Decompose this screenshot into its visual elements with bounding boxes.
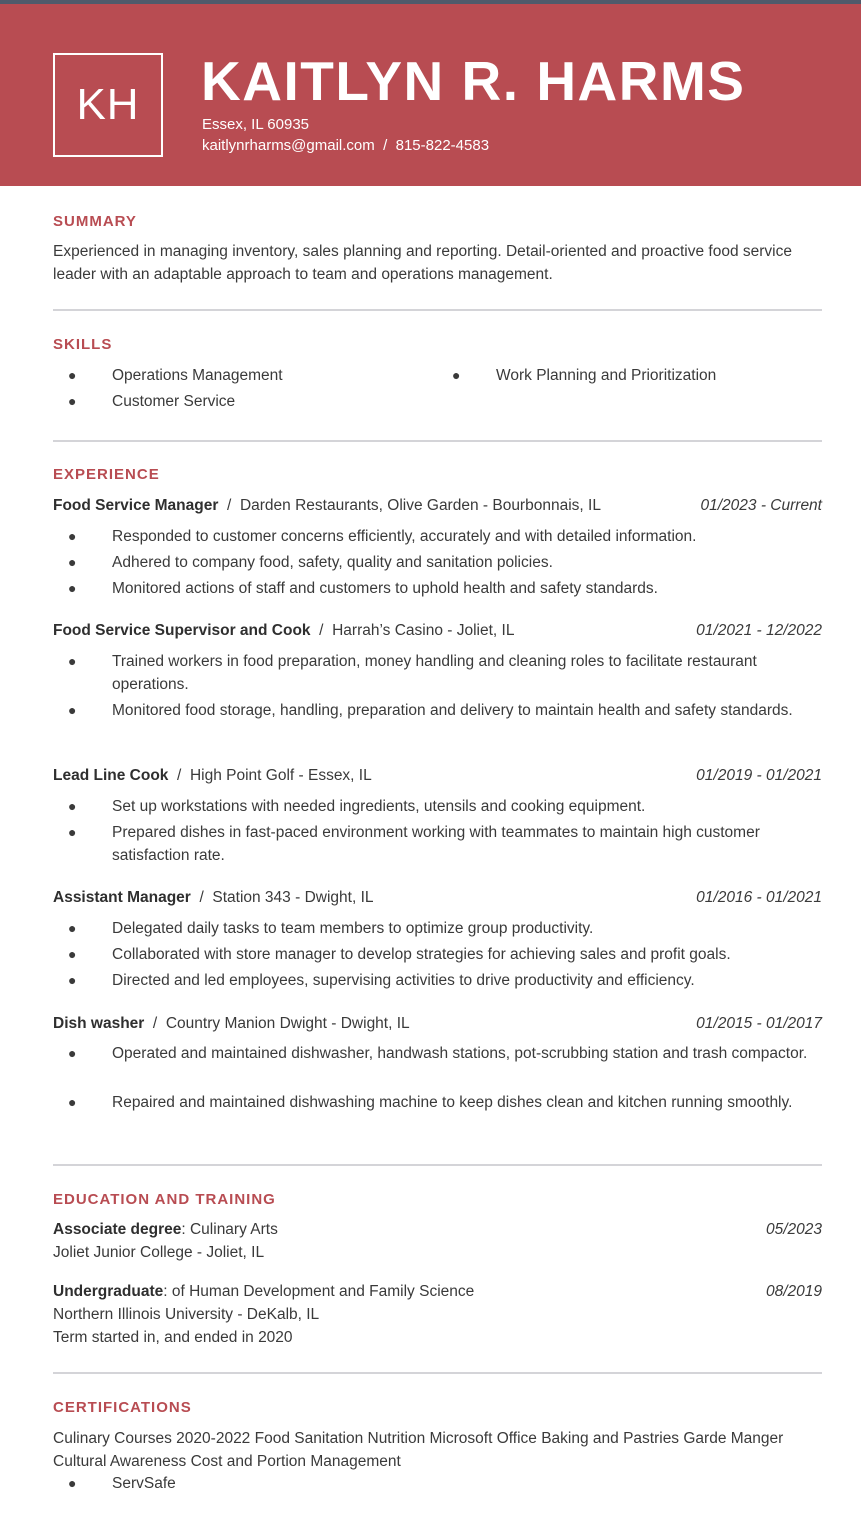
- job-title-line: Food Service Supervisor and Cook / Harrah’s Casino - Joliet, IL: [53, 622, 515, 639]
- education-degree: Undergraduate: [53, 1283, 164, 1300]
- education-degree-line: [53, 1218, 278, 1241]
- bullet-icon: ●: [68, 393, 77, 409]
- bullet-icon: ●: [68, 1094, 77, 1110]
- bullet-icon: ●: [68, 702, 77, 718]
- education-school: Joliet Junior College - Joliet, IL: [53, 1244, 265, 1261]
- initials-monogram: [53, 53, 163, 157]
- job-role: Food Service Supervisor and Cook: [53, 622, 311, 639]
- contact-email: kaitlynrharms@gmail.com: [202, 137, 375, 154]
- job-title-line: Assistant Manager / Station 343 - Dwight, IL: [53, 889, 374, 906]
- job-dates: 01/2023 - Current: [700, 497, 822, 514]
- bullet-icon: ●: [68, 1475, 77, 1491]
- certification-item: ServSafe: [112, 1475, 176, 1492]
- contact-location: Essex, IL 60935: [202, 116, 310, 133]
- job-title-line: Lead Line Cook / High Point Golf - Essex, IL: [53, 767, 372, 784]
- summary-text: Experienced in managing inventory, sales planning and reporting. Detail-oriented and proactive food service leader with an adaptable approach to team and operations management.: [53, 243, 792, 283]
- bullet-icon: ●: [68, 920, 77, 936]
- job-role: Food Service Manager: [53, 497, 219, 514]
- education-date: 05/2023: [765, 1221, 822, 1238]
- candidate-name: KAITLYN R. HARMS: [201, 50, 746, 112]
- contact-line: [202, 137, 489, 155]
- bullet-icon: ●: [68, 1045, 77, 1061]
- bullet-icon: ●: [68, 798, 77, 814]
- education-date: 08/2019: [765, 1283, 822, 1300]
- job-bullet: Collaborated with store manager to develop strategies for achieving sales and profit goals.: [112, 946, 731, 963]
- section-divider: [53, 440, 822, 442]
- initials-text: KH: [76, 80, 140, 129]
- bullet-icon: ●: [452, 367, 461, 383]
- education-note: Term started in, and ended in 2020: [53, 1329, 293, 1346]
- education-school: Northern Illinois University - DeKalb, IL: [53, 1306, 320, 1323]
- bullet-icon: ●: [68, 824, 77, 840]
- bullet-icon: ●: [68, 367, 77, 383]
- job-bullet: Responded to customer concerns efficiently, accurately and with detailed information.: [112, 528, 697, 545]
- job-bullet: Repaired and maintained dishwashing machine to keep dishes clean and kitchen running smoothly.: [112, 1094, 793, 1111]
- skills-heading: SKILLS: [53, 336, 113, 353]
- bullet-icon: ●: [68, 653, 77, 669]
- job-bullet: Delegated daily tasks to team members to optimize group productivity.: [112, 920, 594, 937]
- bullet-icon: ●: [68, 946, 77, 962]
- job-bullet: Trained workers in food preparation, money handling and cleaning roles to facilitate restaurant operations.: [112, 653, 757, 693]
- resume-header: [0, 4, 861, 186]
- job-bullet: Operated and maintained dishwasher, handwash stations, pot-scrubbing station and trash compactor.: [112, 1045, 808, 1062]
- skill-item: Operations Management: [112, 367, 283, 384]
- contact-separator: /: [383, 137, 388, 154]
- education-degree: Associate degree: [53, 1221, 182, 1238]
- job-dates: 01/2015 - 01/2017: [696, 1015, 822, 1032]
- job-role: Assistant Manager: [53, 889, 191, 906]
- certifications-heading: CERTIFICATIONS: [53, 1399, 192, 1416]
- job-role: Lead Line Cook: [53, 767, 169, 784]
- job-bullet: Prepared dishes in fast-paced environment working with teammates to maintain high customer satisfaction rate.: [112, 824, 760, 864]
- summary-heading: SUMMARY: [53, 213, 137, 230]
- job-title-line: Food Service Manager / Darden Restaurants, Olive Garden - Bourbonnais, IL: [53, 497, 601, 514]
- job-dates: 01/2016 - 01/2021: [696, 889, 822, 906]
- job-company: Station 343 - Dwight, IL: [212, 889, 374, 906]
- section-divider: [53, 309, 822, 311]
- bullet-icon: ●: [68, 972, 77, 988]
- bullet-icon: ●: [68, 580, 77, 596]
- job-company: High Point Golf - Essex, IL: [189, 767, 372, 784]
- skill-item: Work Planning and Prioritization: [496, 367, 717, 384]
- job-role: Dish washer: [53, 1015, 145, 1032]
- bullet-icon: ●: [68, 528, 77, 544]
- education-field: : of Human Development and Family Science: [163, 1283, 475, 1300]
- job-dates: 01/2021 - 12/2022: [696, 622, 822, 639]
- job-company: Harrah’s Casino - Joliet, IL: [332, 622, 515, 639]
- education-field: : Culinary Arts: [181, 1221, 278, 1238]
- bullet-icon: ●: [68, 554, 77, 570]
- education-degree-line: [53, 1280, 474, 1303]
- experience-heading: EXPERIENCE: [53, 466, 160, 483]
- job-company: Darden Restaurants, Olive Garden - Bourbonnais, IL: [239, 497, 601, 514]
- job-bullet: Adhered to company food, safety, quality and sanitation policies.: [112, 554, 553, 571]
- contact-phone: 815-822-4583: [395, 137, 490, 154]
- job-dates: 01/2019 - 01/2021: [696, 767, 822, 784]
- education-heading: EDUCATION AND TRAINING: [53, 1191, 276, 1208]
- job-bullet: Set up workstations with needed ingredients, utensils and cooking equipment.: [112, 798, 646, 815]
- section-divider: [53, 1372, 822, 1374]
- certifications-text: Culinary Courses 2020-2022 Food Sanitation Nutrition Microsoft Office Baking and Pastries Garde Manger Cultural Awareness Cost and Portion Management: [53, 1430, 784, 1470]
- job-title-line: Dish washer / Country Manion Dwight - Dwight, IL: [53, 1015, 410, 1032]
- job-company: Country Manion Dwight - Dwight, IL: [165, 1015, 410, 1032]
- section-divider: [53, 1164, 822, 1166]
- skill-item: Customer Service: [112, 393, 236, 410]
- job-bullet: Monitored food storage, handling, preparation and delivery to maintain health and safety standards.: [112, 702, 793, 719]
- job-bullet: Directed and led employees, supervising activities to drive productivity and efficiency.: [112, 972, 695, 989]
- job-bullet: Monitored actions of staff and customers to uphold health and safety standards.: [112, 580, 658, 597]
